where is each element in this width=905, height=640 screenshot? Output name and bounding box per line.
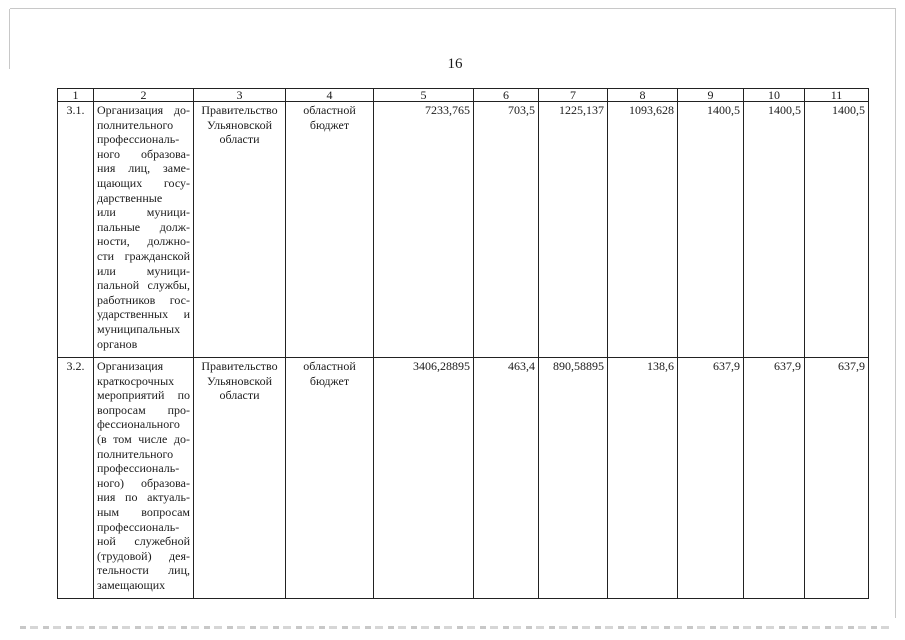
activity-name-line: пальные долж- [97, 219, 190, 234]
funding-source-line: бюджет [309, 373, 350, 388]
activity-name-line: дарственные [97, 190, 163, 205]
funding-source-line: бюджет [309, 117, 350, 132]
activity-name [94, 358, 194, 599]
year-amount: 138,6 [608, 358, 678, 599]
program-table [57, 88, 869, 599]
activity-name-line: ным вопросам [97, 504, 190, 519]
row-number: 3.2. [58, 358, 94, 599]
activity-name-line: щающих госу- [97, 175, 190, 190]
activity-name-line: ного) образова- [97, 475, 190, 490]
activity-name-line: полнительного [97, 446, 174, 461]
activity-name-line: ного образова- [97, 146, 190, 161]
year-amount: 463,4 [474, 358, 539, 599]
activity-name-line: тельности лиц, [97, 563, 190, 578]
year-amount: 1093,628 [608, 102, 678, 358]
scan-edge-artifact [20, 626, 890, 629]
executor-line: области [219, 388, 260, 403]
activity-name-line: сти гражданской [97, 248, 190, 263]
year-amount: 1400,5 [805, 102, 869, 358]
activity-name-line: ной служебной [97, 534, 190, 549]
funding-source-line: областной [303, 359, 356, 373]
funding-source [286, 102, 374, 358]
total-amount: 7233,765 [374, 102, 474, 358]
year-amount: 890,58895 [539, 358, 608, 599]
year-amount: 1400,5 [744, 102, 805, 358]
activity-name-line: профессиональ- [97, 519, 180, 534]
activity-name-line: мероприятий по [97, 388, 190, 403]
column-header: 8 [608, 89, 678, 102]
executor [194, 102, 286, 358]
activity-name-line: ния по актуаль- [97, 490, 190, 505]
table-row [58, 102, 869, 358]
column-header: 4 [286, 89, 374, 102]
activity-name-line: (трудовой) дея- [97, 548, 190, 563]
activity-name-line: Организация до- [97, 103, 190, 117]
activity-name-line: Организация [97, 359, 164, 373]
year-amount: 637,9 [744, 358, 805, 599]
activity-name-line: ния лиц, заме- [97, 161, 190, 176]
year-amount: 637,9 [678, 358, 744, 599]
year-amount: 1225,137 [539, 102, 608, 358]
activity-name-line: ности, должно- [97, 234, 190, 249]
row-number: 3.1. [58, 102, 94, 358]
column-header: 1 [58, 89, 94, 102]
total-amount: 3406,28895 [374, 358, 474, 599]
header-row [58, 89, 869, 102]
activity-name-line: вопросам про- [97, 402, 190, 417]
executor-line: области [219, 132, 260, 147]
executor-line: Ульяновской [206, 117, 273, 132]
activity-name-line: (в том числе до- [97, 431, 190, 446]
funding-source [286, 358, 374, 599]
activity-name-line: пальной службы, [97, 278, 190, 293]
activity-name-line: или муници- [97, 205, 190, 220]
column-header: 5 [374, 89, 474, 102]
column-header: 6 [474, 89, 539, 102]
activity-name-line: профессиональ- [97, 132, 180, 147]
year-amount: 703,5 [474, 102, 539, 358]
year-amount: 637,9 [805, 358, 869, 599]
activity-name-line: работников гос- [97, 292, 190, 307]
column-header: 3 [194, 89, 286, 102]
activity-name-line: ударственных и [97, 307, 190, 322]
activity-name-line: краткосрочных [97, 373, 175, 388]
executor [194, 358, 286, 599]
column-header: 2 [94, 89, 194, 102]
executor-line: Правительство [201, 103, 278, 117]
activity-name-line: муниципальных [97, 321, 181, 336]
year-amount: 1400,5 [678, 102, 744, 358]
column-header: 9 [678, 89, 744, 102]
executor-line: Ульяновской [206, 373, 273, 388]
column-header: 7 [539, 89, 608, 102]
activity-name-line: полнительного [97, 117, 174, 132]
activity-name-line: органов [97, 336, 138, 351]
column-header: 10 [744, 89, 805, 102]
funding-source-line: областной [303, 103, 356, 117]
activity-name-line: или муници- [97, 263, 190, 278]
column-header: 11 [805, 89, 869, 102]
page-number: 16 [447, 56, 463, 72]
table-row [58, 358, 869, 599]
activity-name-line: фессионального [97, 417, 180, 432]
activity-name [94, 102, 194, 358]
activity-name-line: замещающих [97, 577, 166, 592]
activity-name-line: профессиональ- [97, 461, 180, 476]
executor-line: Правительство [201, 359, 278, 373]
